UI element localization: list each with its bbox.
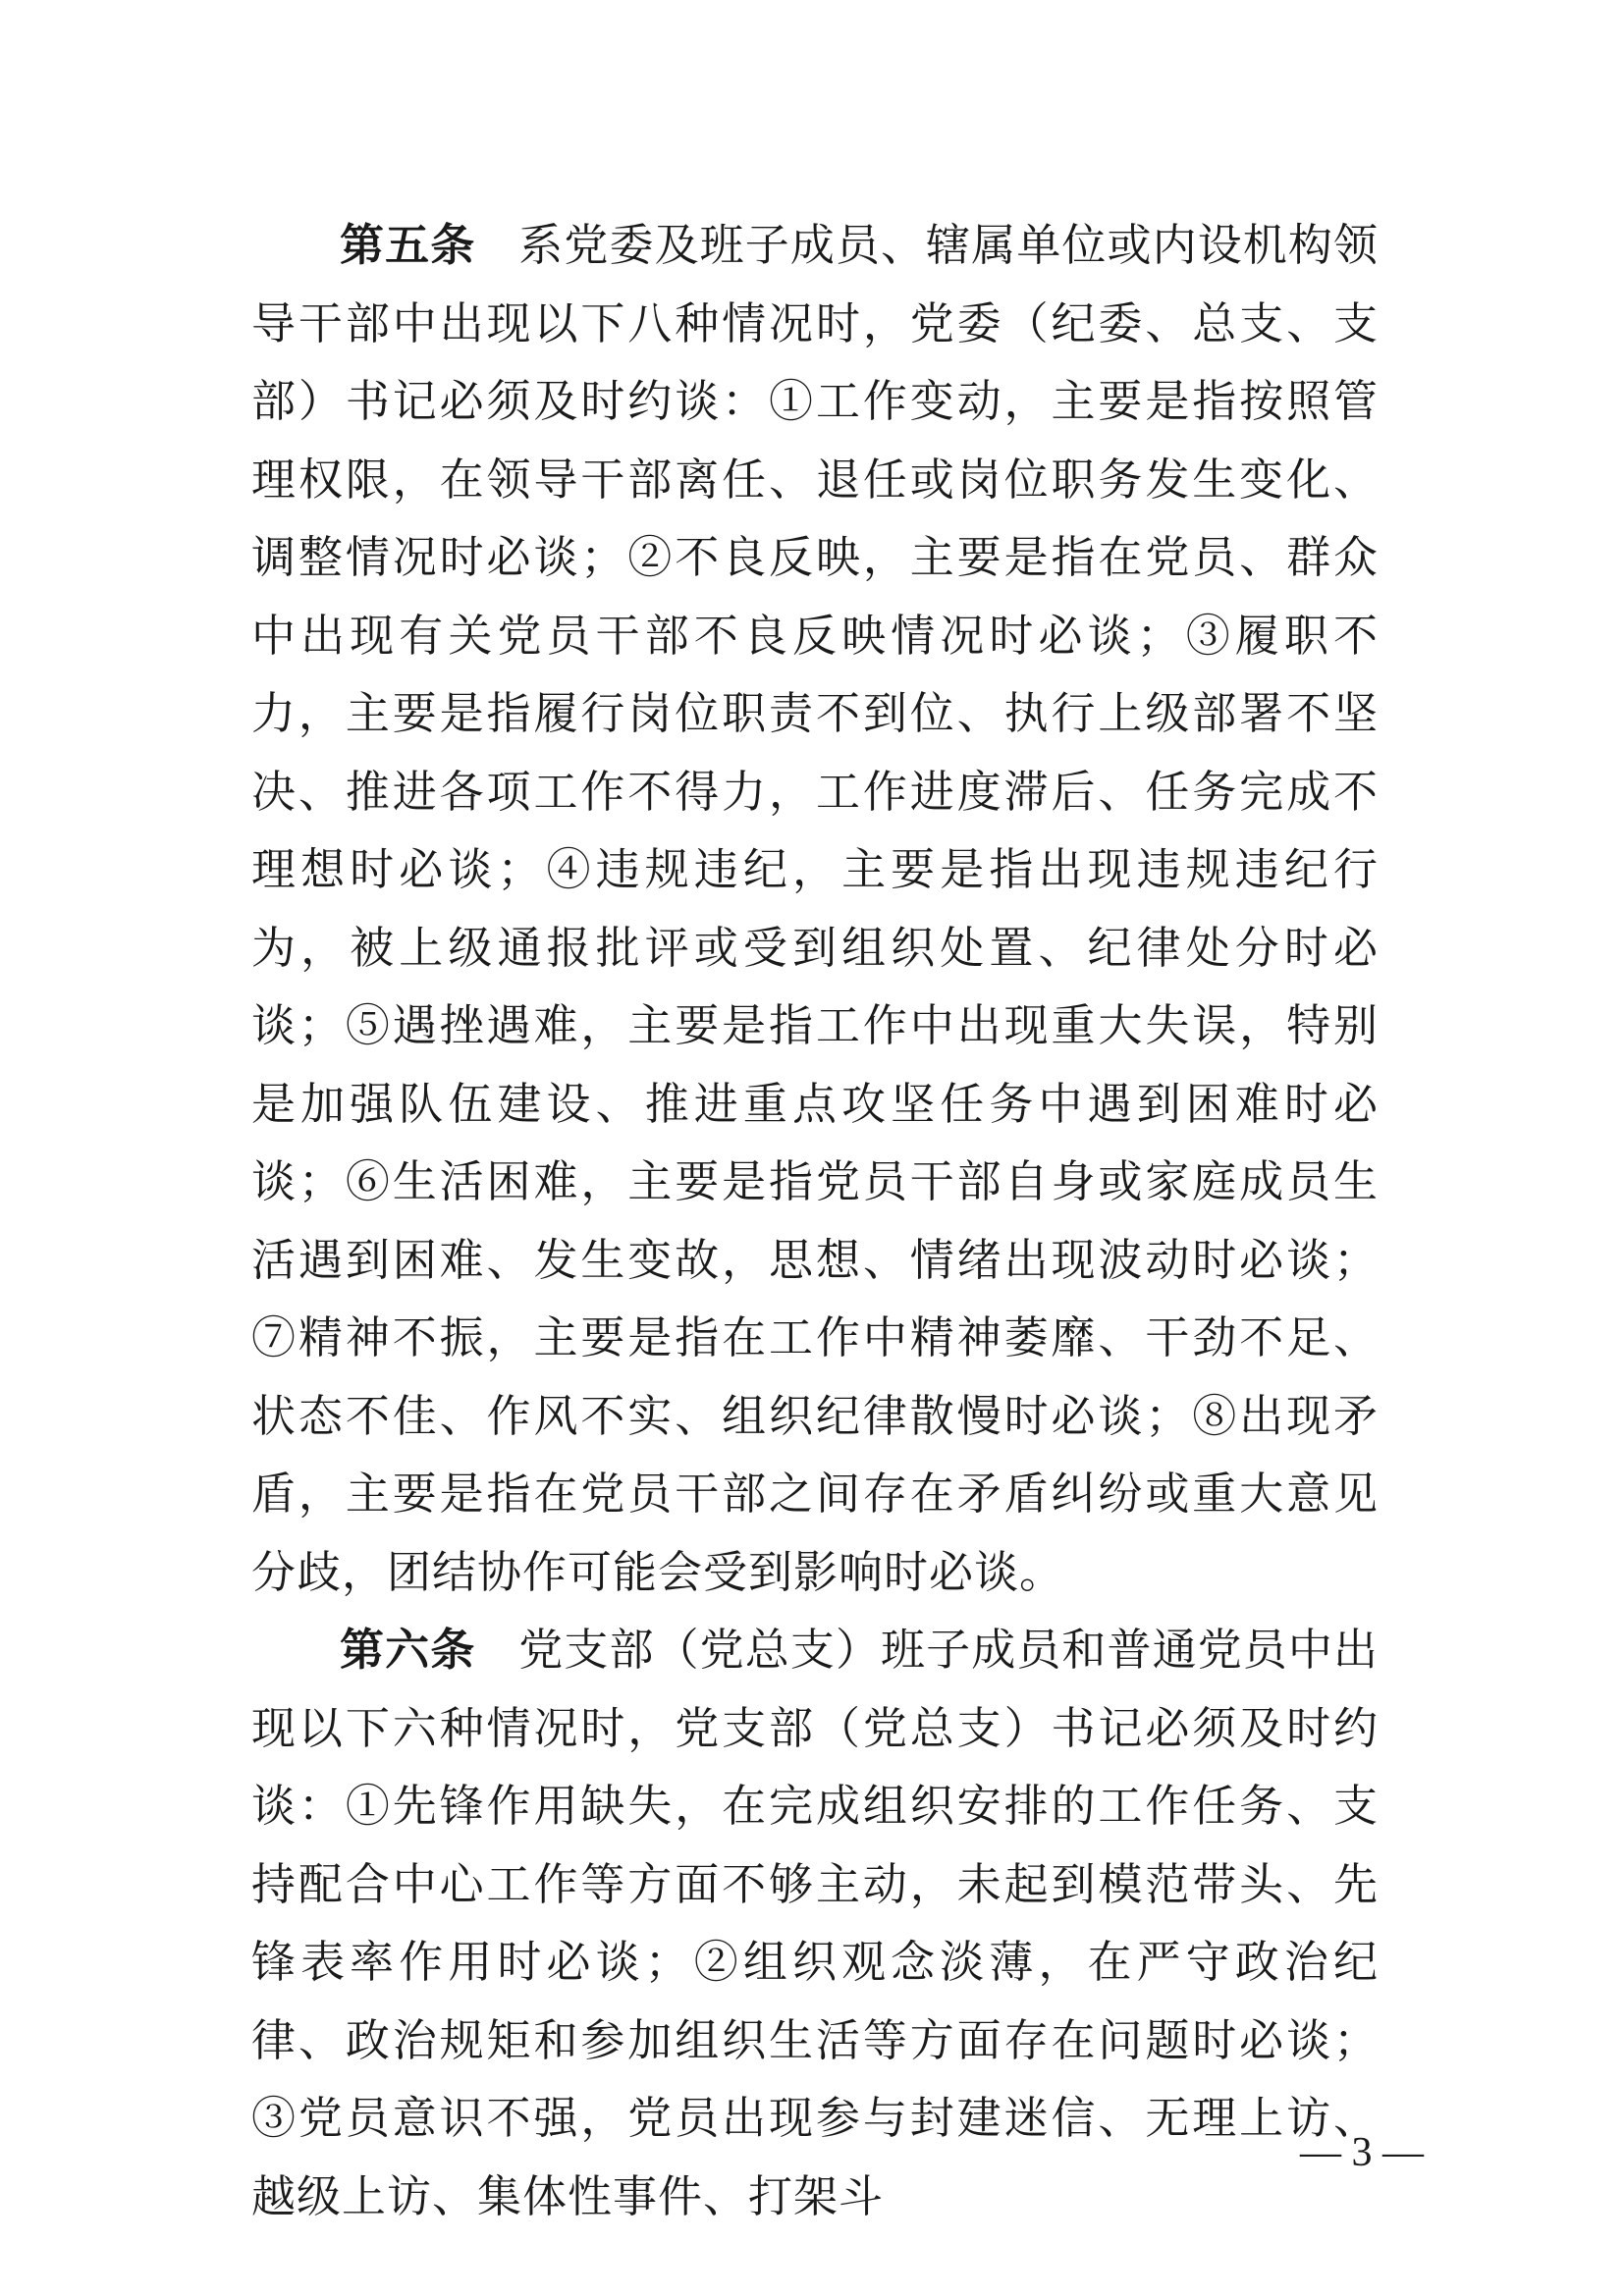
- article-6-number: 第六条: [340, 1624, 476, 1676]
- page-number: — 3 —: [1300, 2130, 1424, 2175]
- article-6-text: 党支部（党总支）班子成员和普通党员中出现以下六种情况时，党支部（党总支）书记必须及时约谈：①先锋作用缺失，在完成组织安排的工作任务、支持配合中心工作等方面不够主动，未起到模范带头、先锋表率作用时必谈；②组织观念淡薄，在严守政治纪律、政治规矩和参加组织生活等方面存在问题时必谈；③党员意识不强，党员出现参与封建迷信、无理上访、越级上访、集体性事件、打架斗: [251, 1624, 1379, 2222]
- article-5-number: 第五条: [340, 219, 476, 271]
- document-body: [251, 206, 1379, 2235]
- article-5-paragraph: [251, 206, 1379, 1611]
- article-6-paragraph: [251, 1611, 1379, 2235]
- article-5-text: 系党委及班子成员、辖属单位或内设机构领导干部中出现以下八种情况时，党委（纪委、总支、支部）书记必须及时约谈：①工作变动，主要是指按照管理权限，在领导干部离任、退任或岗位职务发生变化、调整情况时必谈；②不良反映，主要是指在党员、群众中出现有关党员干部不良反映情况时必谈；③履职不力，主要是指履行岗位职责不到位、执行上级部署不坚决、推进各项工作不得力，工作进度滞后、任务完成不理想时必谈；④违规违纪，主要是指出现违规违纪行为，被上级通报批评或受到组织处置、纪律处分时必谈；⑤遇挫遇难，主要是指工作中出现重大失误，特别是加强队伍建设、推进重点攻坚任务中遇到困难时必谈；⑥生活困难，主要是指党员干部自身或家庭成员生活遇到困难、发生变故，思想、情绪出现波动时必谈；⑦精神不振，主要是指在工作中精神萎靡、干劲不足、状态不佳、作风不实、组织纪律散慢时必谈；⑧出现矛盾，主要是指在党员干部之间存在矛盾纠纷或重大意见分歧，团结协作可能会受到影响时必谈。: [251, 219, 1379, 1598]
